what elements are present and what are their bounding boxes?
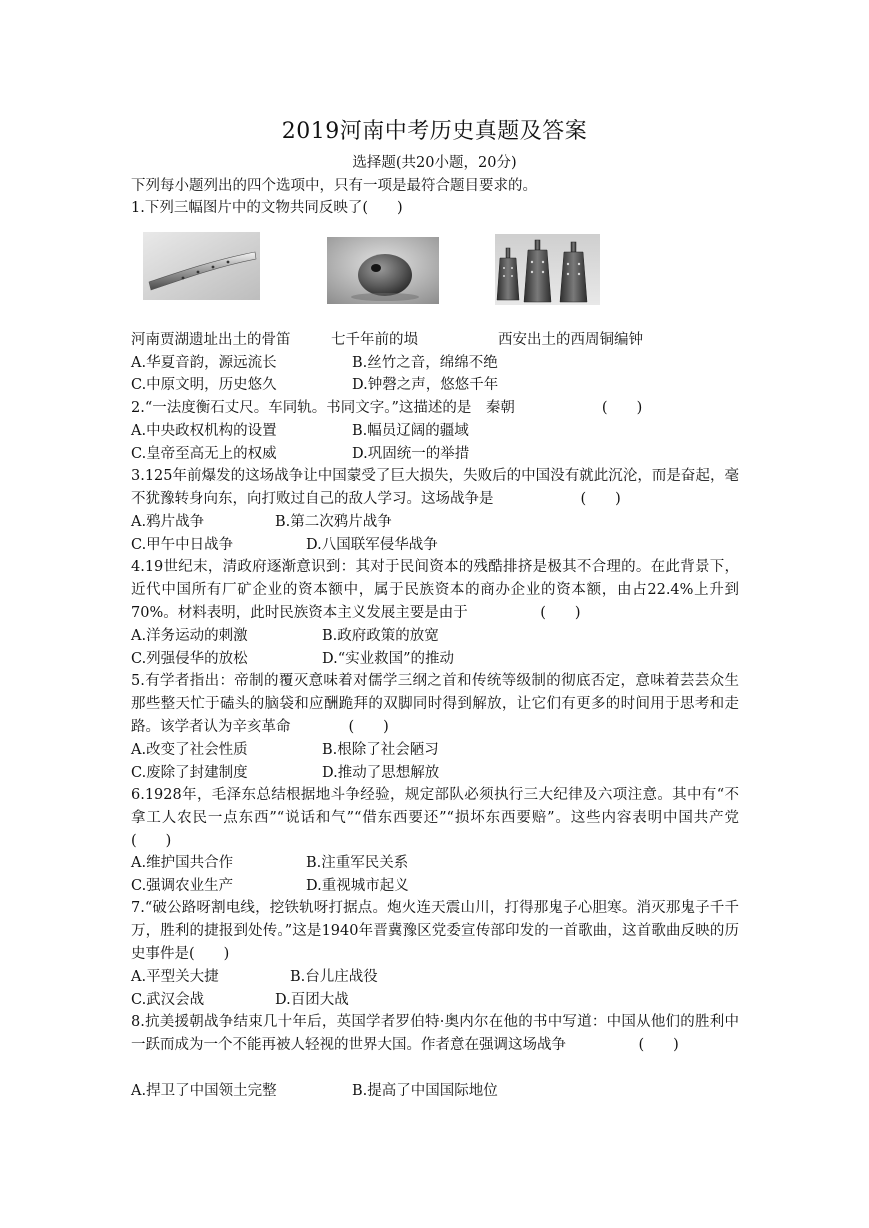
caption-bronze-bells: 西安出土的西周铜编钟 <box>498 332 643 348</box>
q3-option-b: B.第二次鸦片战争 <box>275 514 392 530</box>
q5-option-b: B.根除了社会陋习 <box>322 742 439 758</box>
q4-option-c: C.列强侵华的放松 <box>131 651 248 667</box>
q6-option-c: C.强调农业生产 <box>131 878 234 894</box>
bronze-bells-photo <box>495 234 600 305</box>
q1-option-c: C.中原文明，历史悠久 <box>131 377 277 393</box>
section-heading: 选择题(共20小题，20分) <box>352 155 517 171</box>
q5-option-a: A.改变了社会性质 <box>131 742 248 758</box>
question-5-stem: 5.有学者指出：帝制的覆灭意味着对儒学三纲之首和传统等级制的彻底否定，意味着芸芸众生那些整天忙于磕头的脑袋和应酬跪拜的双脚同时得到解放，让它们有更多的时间用于思考和走路。该学者认为辛亥革命 ( ) <box>131 673 739 735</box>
q1-option-d: D.钟磬之声，悠悠千年 <box>352 377 499 393</box>
q1-option-b: B.丝竹之音，绵绵不绝 <box>352 355 498 371</box>
question-2-stem: 2.“一法度衡石丈尺。车同轨。书同文字。”这描述的是 秦朝 ( ) <box>131 400 643 416</box>
q7-option-a: A.平型关大捷 <box>131 969 219 985</box>
question-7-stem: 7.“破公路呀割电线，挖铁轨呀打据点。炮火连天震山川，打得那鬼子心胆寒。消灭那鬼子千千万，胜利的捷报到处传。”这是1940年晋冀豫区党委宣传部印发的一首歌曲，这首歌曲反映的历史事件是( ) <box>131 900 739 962</box>
document-title: 2019河南中考历史真题及答案 <box>281 119 588 144</box>
q7-option-c: C.武汉会战 <box>131 992 205 1008</box>
q6-option-b: B.注重军民关系 <box>306 855 409 871</box>
q3-option-a: A.鸦片战争 <box>131 514 205 530</box>
q1-option-a: A.华夏音韵，源远流长 <box>131 355 277 371</box>
q6-option-a: A.维护国共合作 <box>131 855 234 871</box>
question-4-stem: 4.19世纪末，清政府逐渐意识到：其对于民间资本的残酷排挤是极其不合理的。在此背景下，近代中国所有厂矿企业的资本额中，属于民族资本的商办企业的资本额，由占22.4%上升到70%。材料表明，此时民族资本主义发展主要是由于 ( ) <box>131 559 739 621</box>
question-6-stem: 6.1928年，毛泽东总结根据地斗争经验，规定部队必须执行三大纪律及六项注意。其中有“不拿工人农民一点东西”“说话和气”“借东西要还”“损坏东西要赔”。这些内容表明中国共产党 ( ) <box>131 787 754 849</box>
q4-option-d: D.“实业救国”的推动 <box>322 651 455 667</box>
q2-option-a: A.中央政权机构的设置 <box>131 423 277 439</box>
question-8-stem: 8.抗美援朝战争结束几十年后，英国学者罗伯特·奥内尔在他的书中写道：中国从他们的胜利中一跃而成为一个不能再被人轻视的世界大国。作者意在强调这场战争 ( ) <box>131 1014 739 1053</box>
bone-flute-image <box>143 232 260 300</box>
q2-option-c: C.皇帝至高无上的权威 <box>131 446 277 462</box>
q3-option-d: D.八国联军侵华战争 <box>306 537 438 553</box>
q3-option-c: C.甲午中日战争 <box>131 537 234 553</box>
xun-image <box>327 237 439 304</box>
q7-option-d: D.百团大战 <box>275 992 349 1008</box>
q4-option-b: B.政府政策的放宽 <box>322 628 439 644</box>
q2-option-b: B.幅员辽阔的疆域 <box>352 423 469 439</box>
bronze-bells-image <box>495 234 600 305</box>
q8-option-a: A.捍卫了中国领土完整 <box>131 1083 277 1099</box>
xun-photo <box>327 237 439 304</box>
instruction-text: 下列每小题列出的四个选项中，只有一项是最符合题目要求的。 <box>131 178 537 194</box>
caption-xun: 七千年前的埙 <box>331 332 418 348</box>
q5-option-d: D.推动了思想解放 <box>322 765 440 781</box>
q5-option-c: C.废除了封建制度 <box>131 765 248 781</box>
question-1-stem: 1.下列三幅图片中的文物共同反映了( ) <box>131 200 403 216</box>
q8-option-b: B.提高了中国国际地位 <box>352 1083 498 1099</box>
caption-bone-flute: 河南贾湖遗址出土的骨笛 <box>131 332 291 348</box>
q7-option-b: B.台儿庄战役 <box>290 969 378 985</box>
q2-option-d: D.巩固统一的举措 <box>352 446 470 462</box>
q6-option-d: D.重视城市起义 <box>306 878 409 894</box>
q4-option-a: A.洋务运动的刺激 <box>131 628 248 644</box>
bone-flute-photo <box>143 232 260 300</box>
question-3-stem: 3.125年前爆发的这场战争让中国蒙受了巨大损失，失败后的中国没有就此沉沦，而是奋起，毫不犹豫转身向东，向打败过自己的敌人学习。这场战争是 ( ) <box>131 468 739 507</box>
